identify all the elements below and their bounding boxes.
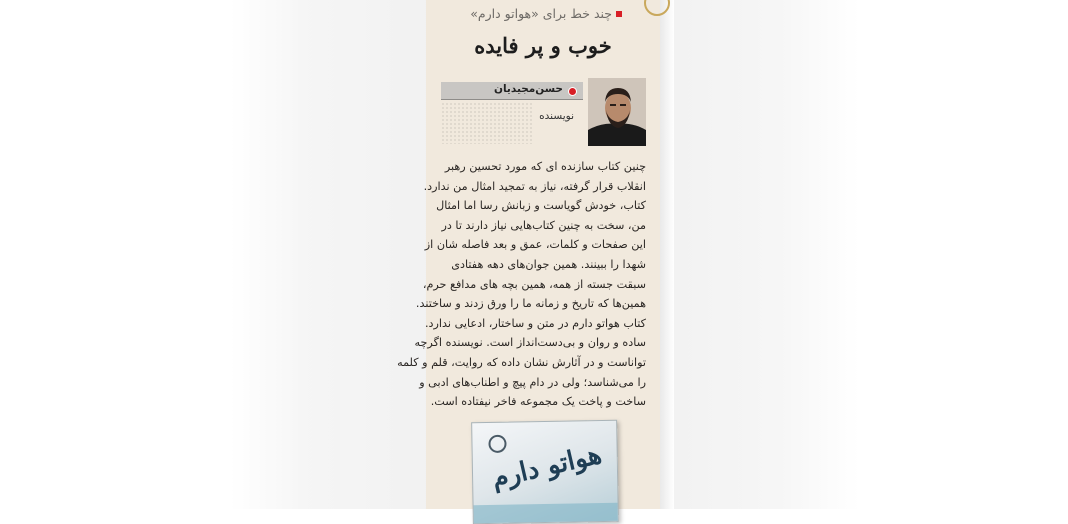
body-line: همین‌ها که تاریخ و زمانه ما را ورق زدند و ساختند. — [415, 297, 646, 311]
body-line: کتاب هواتو دارم در متن و ساختار، ادعایی ندارد. — [424, 316, 646, 330]
author-name-bar — [441, 82, 583, 100]
body-line: سبقت جسته از همه، همین بچه های مدافع حرم، — [422, 277, 646, 291]
author-role: نویسنده — [539, 110, 574, 122]
body-line: این صفحات و کلمات، عمق و بعد فاصله شان از — [424, 238, 646, 252]
body-line: را می‌شناسد؛ ولی در دام پیچ و اطناب‌های ادبی و — [419, 375, 646, 389]
body-line: انقلاب قرار گرفته، نیاز به تمجید امثال من ندارد. — [423, 179, 646, 193]
column-shadow — [660, 0, 674, 509]
body-line: شهدا را ببینند. همین جوان‌های دهه هفتادی — [451, 257, 646, 271]
body-line: تواناست و در آثارش نشان داده که روایت، قلم و کلمه — [397, 355, 646, 369]
book-cover-band — [474, 503, 618, 524]
article-body — [397, 157, 646, 412]
blurred-page-right — [660, 0, 860, 509]
body-line: کتاب، خودش گویاست و زبانش رسا اما امثال — [436, 199, 646, 213]
name-bullet-icon — [568, 87, 577, 96]
blurred-page-left — [230, 0, 426, 509]
book-emblem-icon — [488, 435, 506, 453]
body-line: چنین کتاب سازنده ای که مورد تحسین رهبر — [444, 160, 646, 173]
article-column — [397, 0, 660, 509]
book-cover-title: هواتو دارم — [488, 439, 605, 495]
kicker-bullet-icon — [616, 11, 622, 17]
author-photo — [588, 78, 646, 146]
body-line: من، سخت به چنین کتاب‌هایی نیاز دارند تا در — [441, 218, 646, 232]
body-line: ساخت و پاخت یک مجموعه فاخر نیفتاده است. — [430, 395, 646, 409]
book-cover-image — [471, 420, 619, 524]
article-kicker: چند خط برای «هواتو دارم» — [470, 6, 612, 21]
dotted-pattern — [441, 102, 533, 144]
body-line: ساده و روان و بی‌دست‌انداز است. نویسنده اگرچه — [414, 336, 646, 350]
article-headline: خوب و پر فایده — [474, 33, 612, 58]
author-name: حسن‌مجیدیان — [494, 83, 563, 95]
